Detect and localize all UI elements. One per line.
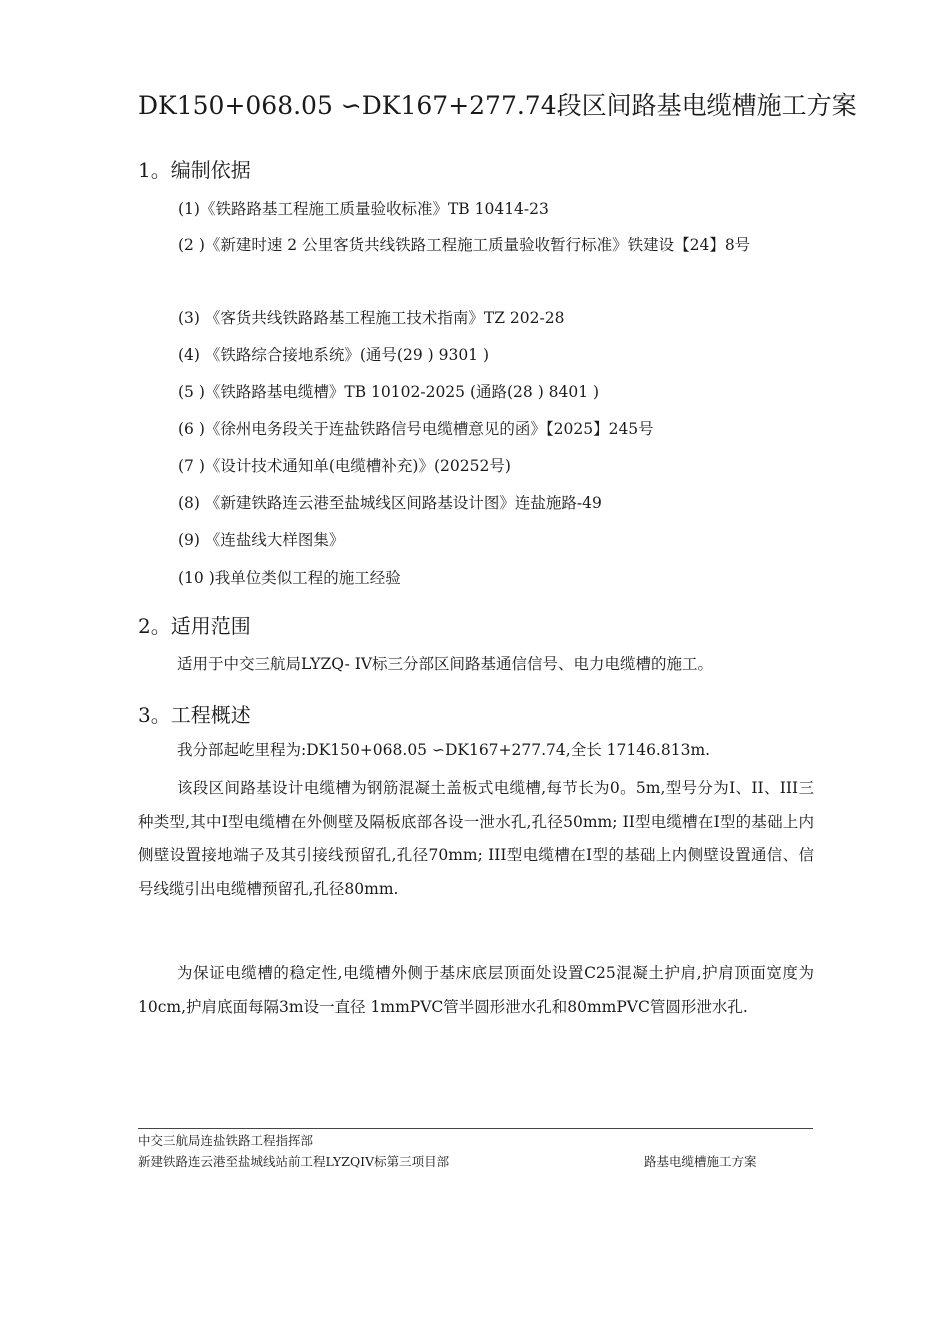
reference-item: (1)《铁路路基工程施工质量验收标准》TB 10414-23 [178, 200, 549, 218]
footer-document-name: 路基电缆槽施工方案 [644, 1154, 757, 1169]
section-heading-basis: 1。编制依据 [138, 158, 251, 182]
reference-item: (8) 《新建铁路连云港至盐城线区间路基设计图》连盐施路-49 [178, 494, 602, 512]
reference-item: (3) 《客货共线铁路路基工程施工技术指南》TZ 202-28 [178, 309, 565, 327]
reference-item: (5 )《铁路路基电缆槽》TB 10102-2025 (通路(28 ) 8401 ) [178, 383, 600, 401]
overview-paragraph: 我分部起屹里程为:DK150+068.05 ∽DK167+277.74,全长 17146.813m. [177, 741, 711, 759]
scope-paragraph: 适用于中交三航局LYZQ- IV标三分部区间路基通信信号、电力电缆槽的施工。 [177, 655, 714, 673]
reference-item: (7 )《设计技术通知单(电缆槽补充)》(20252号) [178, 457, 511, 475]
document-title: DK150+068.05 ∽DK167+277.74段区间路基电缆槽施工方案 [138, 91, 857, 120]
overview-paragraph: 该段区间路基设计电缆槽为钢筋混凝土盖板式电缆槽,每节长为0。5m,型号分为I、II、III三种类型,其中I型电缆槽在外侧壁及隔板底部各设一泄水孔,孔径50mm; II型电缆槽在I型的基础上内侧壁设置接地端子及其引接线预留孔,孔径70mm; III型电缆槽在I型的基础上内侧壁设置通信、信号线缆引出电缆槽预留孔,孔径80mm. [138, 779, 814, 898]
footer-organization: 中交三航局连盐铁路工程指挥部 [138, 1133, 314, 1148]
section-heading-scope: 2。适用范围 [138, 614, 251, 638]
reference-item: (10 )我单位类似工程的施工经验 [178, 569, 401, 587]
reference-item: (2 )《新建时速 2 公里客货共线铁路工程施工质量验收暂行标准》铁建设【24】8号 [178, 236, 751, 254]
overview-paragraph: 为保证电缆槽的稳定性,电缆槽外侧于基床底层顶面处设置C25混凝土护肩,护肩顶面宽度为10cm,护肩底面每隔3m设一直径 1mmPVC管半圆形泄水孔和80mmPVC管圆形泄水孔. [138, 964, 814, 1016]
reference-item: (6 )《徐州电务段关于连盐铁路信号电缆槽意见的函》【2025】245号 [178, 420, 654, 438]
footer-divider [138, 1128, 813, 1129]
footer-project: 新建铁路连云港至盐城线站前工程LYZQIV标第三项目部 [138, 1154, 450, 1169]
reference-item: (9) 《连盐线大样图集》 [178, 531, 345, 549]
section-heading-overview: 3。工程概述 [138, 703, 251, 727]
reference-item: (4) 《铁路综合接地系统》(通号(29 ) 9301 ) [178, 346, 490, 364]
